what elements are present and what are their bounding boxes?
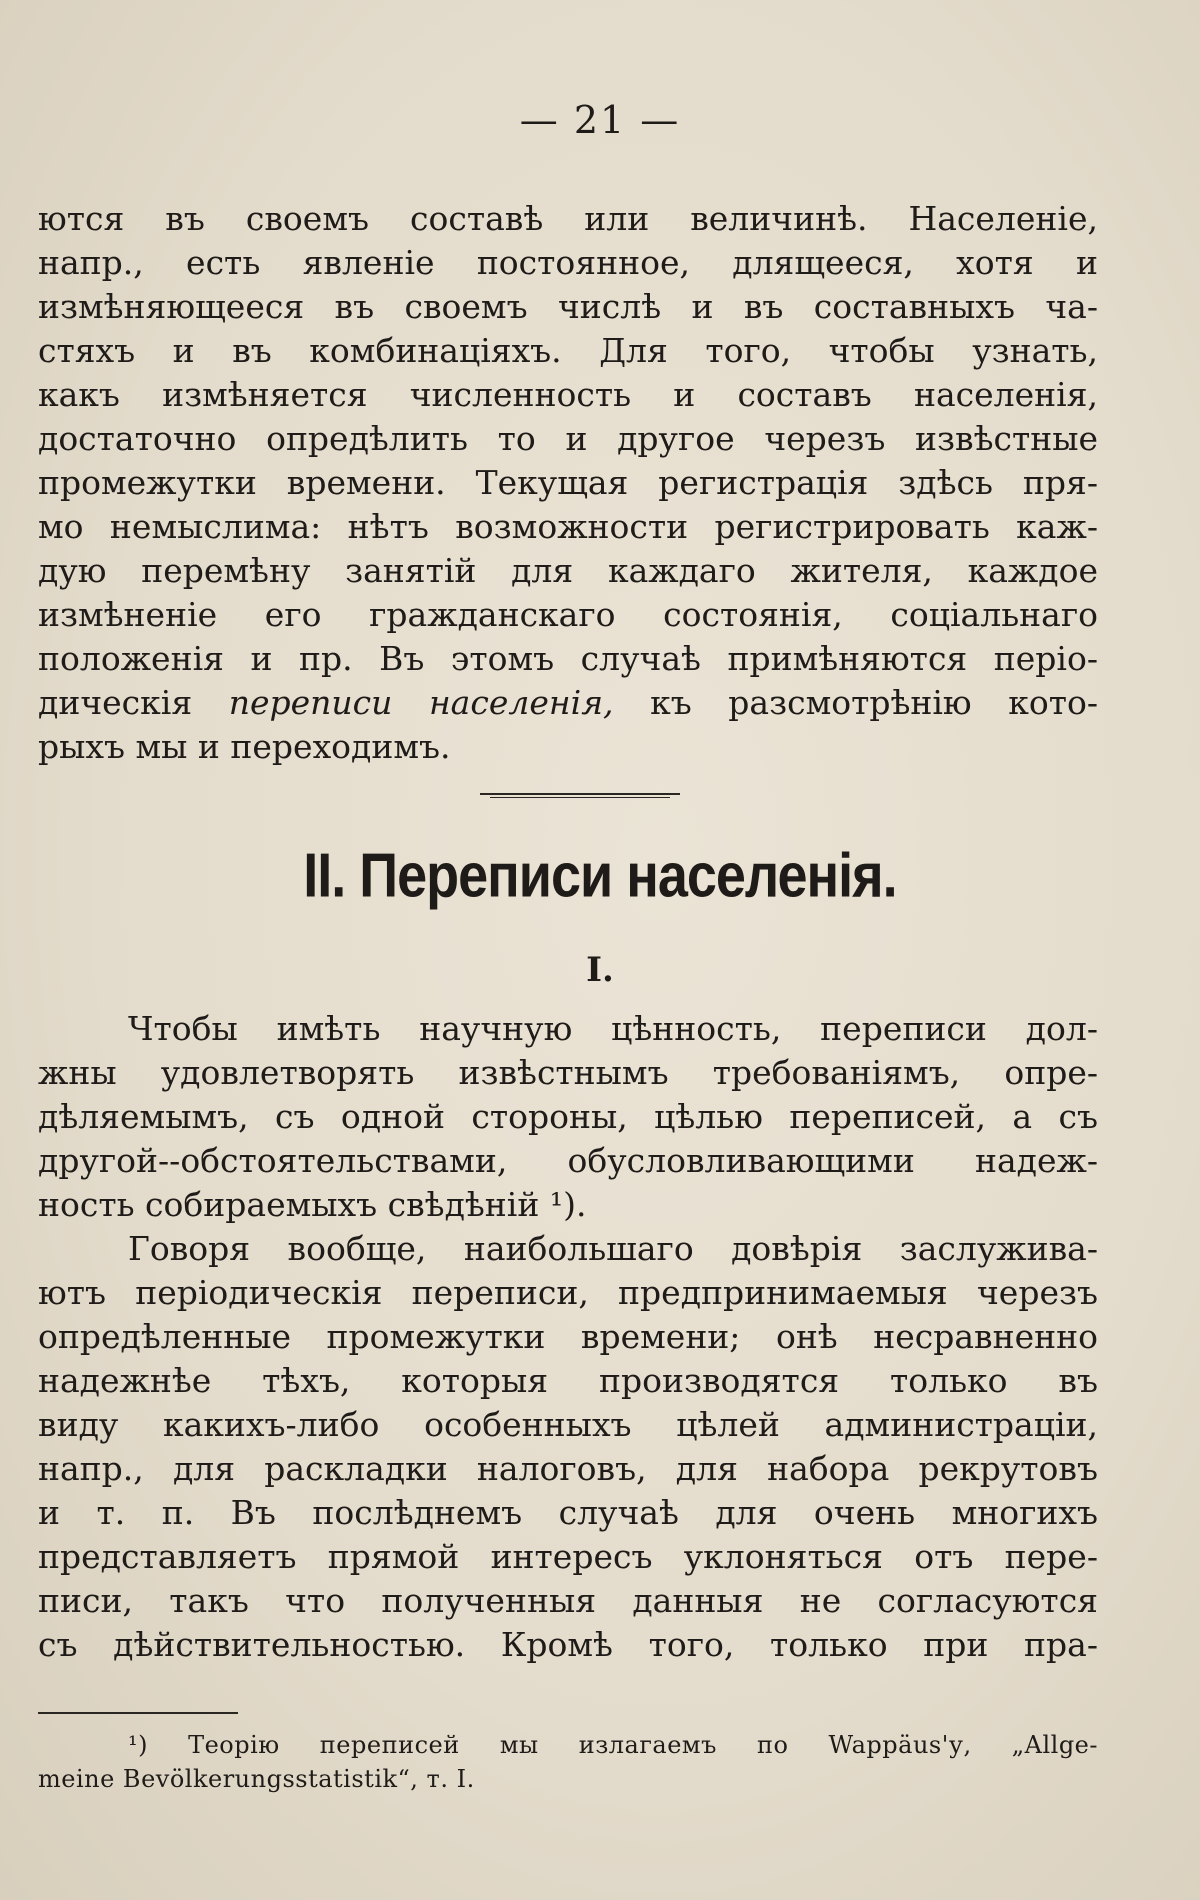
page-number: — 21 —: [519, 98, 681, 142]
text-line: Чтобы имѣть научную цѣнность, переписи дол-: [128, 1009, 1098, 1048]
text-line: напр., есть явленіе постоянное, длящееся, хотя и: [38, 243, 1098, 282]
subsection-numeral: I.: [586, 950, 614, 990]
text-line: ются въ своемъ составѣ или величинѣ. Населеніе,: [38, 199, 1098, 238]
section-separator: [480, 793, 680, 795]
text-fragment: къ разсмотрѣнію кото-: [613, 683, 1098, 722]
text-line: ность собираемыхъ свѣдѣній ¹).: [38, 1185, 587, 1224]
text-line: ютъ періодическія переписи, предпринимаемыя черезъ: [38, 1273, 1098, 1312]
emphasized-term: переписи населенія,: [228, 683, 614, 722]
text-line: опредѣленные промежутки времени; онѣ несравненно: [38, 1317, 1098, 1356]
text-line: надежнѣе тѣхъ, которыя производятся только въ: [38, 1361, 1098, 1400]
text-line: достаточно опредѣлить то и другое черезъ извѣстные: [38, 419, 1098, 458]
text-line: мо немыслима: нѣтъ возможности регистрировать каж-: [38, 507, 1098, 546]
text-line: стяхъ и въ комбинаціяхъ. Для того, чтобы узнать,: [38, 331, 1098, 370]
text-line: измѣненіе его гражданскаго состоянія, соціальнаго: [38, 595, 1098, 634]
footnote: [38, 1728, 1098, 1796]
text-line: Говоря вообще, наибольшаго довѣрія заслужива-: [128, 1229, 1098, 1268]
text-line: рыхъ мы и переходимъ.: [38, 727, 451, 766]
footnote-line: meine Bevölkerungsstatistik“, т. I.: [38, 1765, 475, 1793]
text-line: измѣняющееся въ своемъ числѣ и въ составныхъ ча-: [38, 287, 1098, 326]
paragraph-2: [38, 1007, 1098, 1227]
text-line: виду какихъ-либо особенныхъ цѣлей администраціи,: [38, 1405, 1098, 1444]
text-line: [38, 681, 1098, 725]
text-line: представляетъ прямой интересъ уклоняться отъ пере-: [38, 1537, 1098, 1576]
footnote-line: ¹) Теорію переписей мы излагаемъ по Wappäus'у, „Allge-: [128, 1731, 1098, 1759]
paragraph-1: [38, 197, 1098, 769]
paragraph-3: [38, 1227, 1098, 1667]
text-line: промежутки времени. Текущая регистрація здѣсь пря-: [38, 463, 1098, 502]
text-line: писи, такъ что полученныя данныя не согласуются: [38, 1581, 1098, 1620]
text-line: дѣляемымъ, съ одной стороны, цѣлью переписей, а съ: [38, 1097, 1098, 1136]
text-line: дую перемѣну занятій для каждаго жителя, каждое: [38, 551, 1098, 590]
text-line: и т. п. Въ послѣднемъ случаѣ для очень многихъ: [38, 1493, 1098, 1532]
text-line: жны удовлетворять извѣстнымъ требованіямъ, опре-: [38, 1053, 1098, 1092]
text-fragment: дическія: [38, 683, 229, 722]
section-title: II. Переписи населенія.: [303, 841, 897, 911]
text-line: какъ измѣняется численность и составъ населенія,: [38, 375, 1098, 414]
text-line: съ дѣйствительностью. Кромѣ того, только при пра-: [38, 1625, 1098, 1664]
text-line: другой--обстоятельствами, обусловливающими надеж-: [38, 1141, 1098, 1180]
text-line: положенія и пр. Въ этомъ случаѣ примѣняются періо-: [38, 639, 1098, 678]
footnote-rule: [38, 1712, 238, 1714]
text-line: напр., для раскладки налоговъ, для набора рекрутовъ: [38, 1449, 1098, 1488]
